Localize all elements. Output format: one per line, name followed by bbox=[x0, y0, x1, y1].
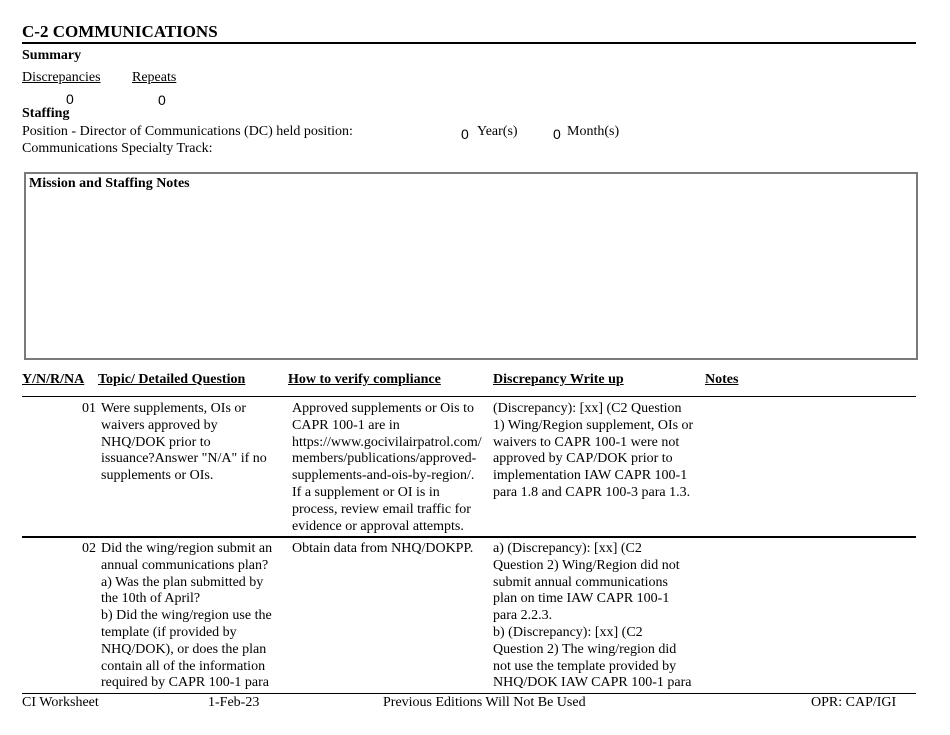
text-line: annual communications plan? bbox=[101, 557, 269, 573]
text-line: plan on time IAW CAPR 100-1 bbox=[493, 591, 670, 607]
text-line: implementation IAW CAPR 100-1 bbox=[493, 468, 688, 484]
row-01-number: 01 bbox=[82, 401, 96, 416]
row-divider bbox=[22, 536, 916, 538]
track-label: Communications Specialty Track: bbox=[22, 141, 213, 156]
text-line: evidence or approval attempts. bbox=[292, 518, 464, 534]
footer-rule bbox=[22, 693, 916, 694]
section-title: C-2 COMMUNICATIONS bbox=[22, 22, 218, 41]
text-line: a) Was the plan submitted by bbox=[101, 574, 264, 590]
text-line: members/publications/approved- bbox=[292, 451, 477, 467]
months-label: Month(s) bbox=[567, 124, 620, 139]
discrepancies-value[interactable]: 0 bbox=[66, 91, 74, 107]
text-line: Did the wing/region submit an bbox=[101, 541, 273, 556]
text-line: Question 2) The wing/region did bbox=[493, 641, 677, 657]
text-line: a) (Discrepancy): [xx] (C2 bbox=[493, 541, 642, 556]
text-line: Question 2) Wing/Region did not bbox=[493, 557, 680, 573]
header-rule bbox=[22, 396, 916, 397]
footer-center: Previous Editions Will Not Be Used bbox=[383, 695, 586, 710]
text-line: NHQ/DOK IAW CAPR 100-1 para bbox=[493, 675, 692, 691]
row-01-writeup bbox=[493, 401, 703, 502]
text-line: supplements or OIs. bbox=[101, 468, 214, 484]
text-line: Were supplements, OIs or bbox=[101, 401, 247, 416]
row-02-writeup bbox=[493, 541, 703, 692]
row-02-number: 02 bbox=[82, 541, 96, 556]
text-line: process, review email traffic for bbox=[292, 501, 471, 517]
text-line: Approved supplements or Ois to bbox=[292, 401, 474, 416]
staffing-heading: Staffing bbox=[22, 106, 70, 121]
position-label: Position - Director of Communications (DC) held position: bbox=[22, 124, 353, 139]
text-line: b) Did the wing/region use the bbox=[101, 608, 272, 624]
text-line: NHQ/DOK), or does the plan bbox=[101, 641, 267, 657]
header-verify: How to verify compliance bbox=[288, 372, 441, 387]
text-line: required by CAPR 100-1 para bbox=[101, 675, 269, 691]
text-line: template (if provided by bbox=[101, 624, 237, 640]
row-02-question bbox=[101, 541, 286, 692]
text-line: para 1.8 and CAPR 100-3 para 1.3. bbox=[493, 484, 691, 500]
text-line: Obtain data from NHQ/DOKPP. bbox=[292, 541, 474, 556]
header-writeup: Discrepancy Write up bbox=[493, 372, 624, 387]
text-line: contain all of the information bbox=[101, 658, 266, 674]
text-line: issuance?Answer "N/A" if no bbox=[101, 451, 267, 467]
text-line: If a supplement or OI is in bbox=[292, 484, 440, 500]
text-line: 1) Wing/Region supplement, OIs or bbox=[493, 417, 694, 433]
text-line: not use the template provided by bbox=[493, 658, 677, 674]
repeats-value[interactable]: 0 bbox=[158, 92, 166, 108]
text-line: (Discrepancy): [xx] (C2 Question bbox=[493, 401, 682, 416]
mission-staffing-notes-box[interactable] bbox=[24, 172, 918, 360]
row-01-verify bbox=[292, 401, 492, 535]
row-02-verify bbox=[292, 541, 492, 558]
text-line: waivers to CAPR 100-1 were not bbox=[493, 434, 680, 450]
text-line: waivers approved by bbox=[101, 417, 218, 433]
footer-date: 1-Feb-23 bbox=[208, 695, 260, 710]
text-line: submit annual communications bbox=[493, 574, 668, 590]
text-line: b) (Discrepancy): [xx] (C2 bbox=[493, 624, 643, 640]
footer-right: OPR: CAP/IGI bbox=[811, 695, 897, 710]
text-line: approved by CAP/DOK prior to bbox=[493, 451, 673, 467]
text-line: https://www.gocivilairpatrol.com/ bbox=[292, 434, 482, 450]
discrepancies-label: Discrepancies bbox=[22, 70, 101, 85]
header-topic: Topic/ Detailed Question bbox=[98, 372, 246, 387]
years-label: Year(s) bbox=[477, 124, 518, 139]
header-notes: Notes bbox=[705, 372, 739, 387]
text-line: para 2.2.3. bbox=[493, 608, 553, 624]
text-line: supplements-and-ois-by-region/. bbox=[292, 468, 475, 484]
text-line: CAPR 100-1 are in bbox=[292, 417, 400, 433]
notes-box-label: Mission and Staffing Notes bbox=[29, 176, 190, 191]
text-line: the 10th of April? bbox=[101, 591, 201, 607]
text-line: NHQ/DOK prior to bbox=[101, 434, 211, 450]
months-value[interactable]: 0 bbox=[553, 126, 561, 142]
title-rule bbox=[22, 42, 916, 44]
header-ynr: Y/N/R/NA bbox=[22, 372, 85, 387]
footer-left: CI Worksheet bbox=[22, 695, 99, 710]
years-value[interactable]: 0 bbox=[461, 126, 469, 142]
row-01-question bbox=[101, 401, 286, 485]
summary-heading: Summary bbox=[22, 48, 82, 63]
repeats-label: Repeats bbox=[132, 70, 177, 85]
